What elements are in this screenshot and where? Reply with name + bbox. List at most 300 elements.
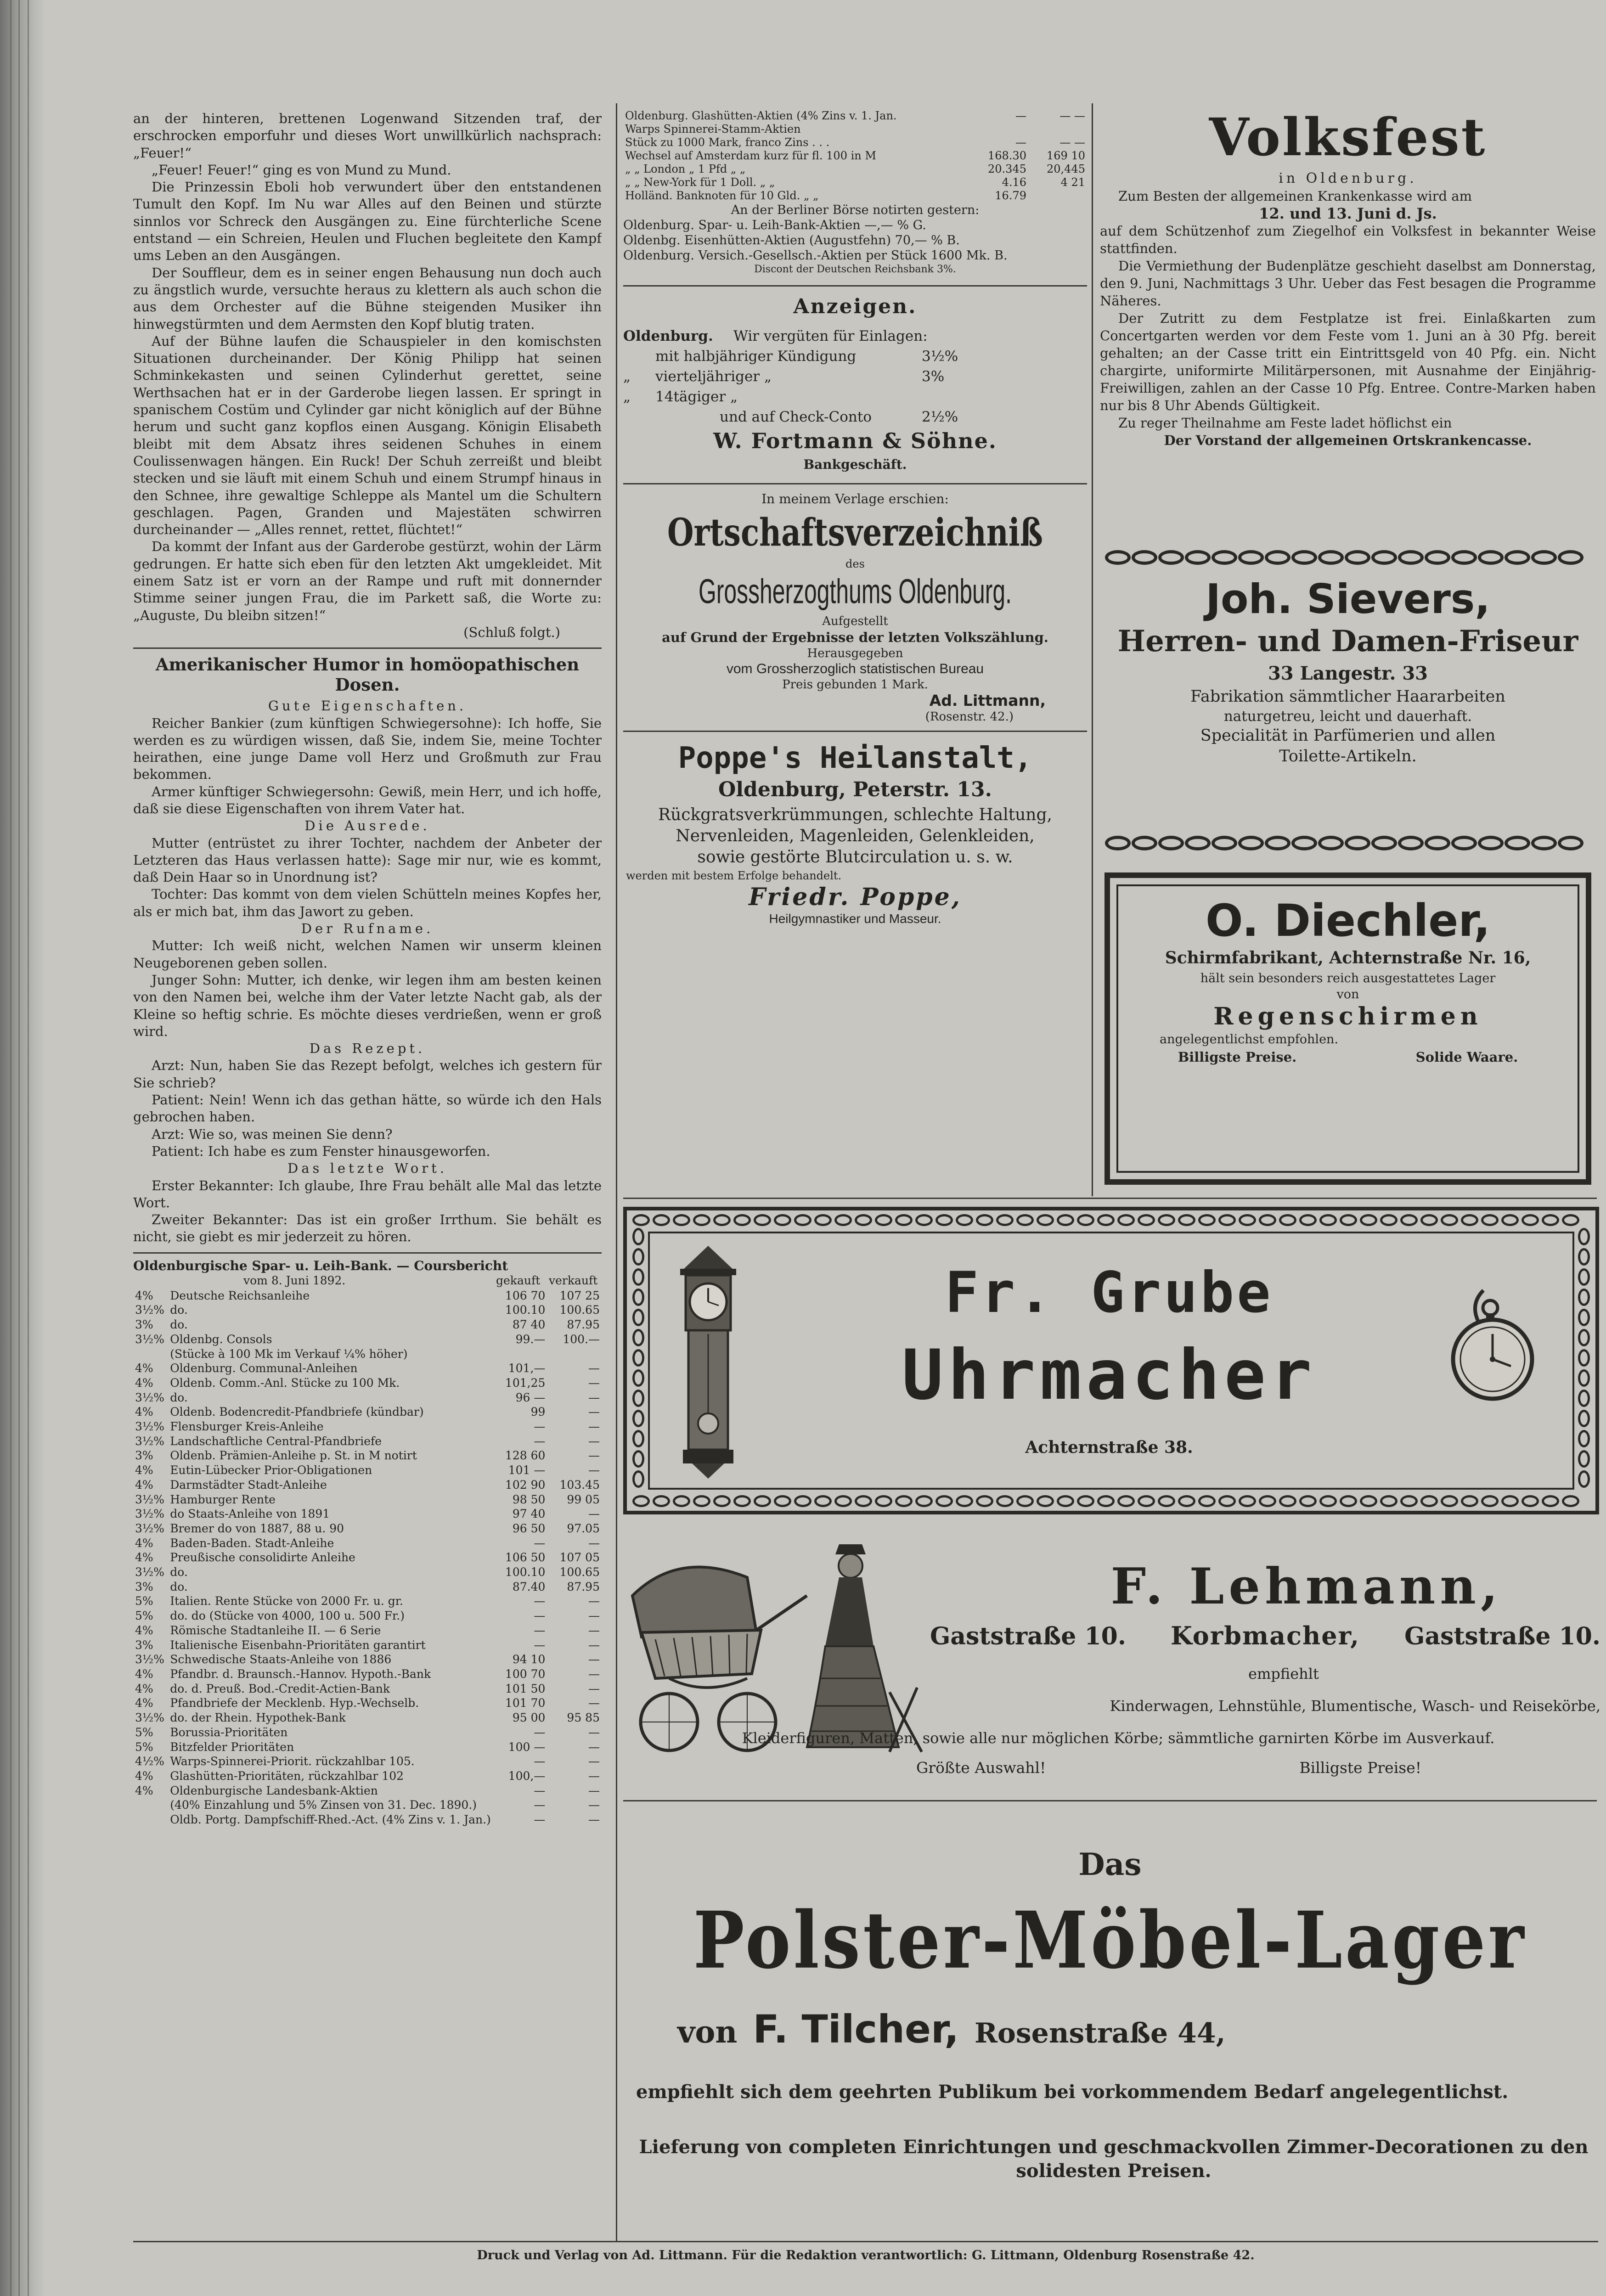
verlag-price: Preis gebunden 1 Mark. bbox=[782, 678, 928, 692]
ornament-ring bbox=[1178, 1495, 1195, 1507]
ornament-ring bbox=[1319, 1214, 1337, 1226]
volksfest-paragraph: Der Zutritt zu dem Festplatze ist frei. Einlaßkarten zum Concertgarten werden vor dem Feste vom 1. Juni an à 30 Pfg. bereit gehalten; an der Casse tritt ein Eintrittsgeld von 40 Pfg. ein. Nicht chargirte, uniformirte Militärpersonen, mit Ausnahme der Einjährig-Freiwilligen, zahlen an der Casse 10 Pfg. Entree. Contre-Marken haben nur bis 8 Uhr Abends Gültigkeit. bbox=[1100, 310, 1596, 413]
bought-cell: 87 40 bbox=[512, 1318, 546, 1332]
table-row bbox=[623, 163, 1087, 176]
verlag-hg1: Herausgegeben bbox=[807, 647, 903, 660]
security-name-cell: „ „ New-York für 1 Doll. „ „ bbox=[625, 176, 775, 189]
ornament-ring bbox=[814, 1495, 832, 1507]
security-name-cell: Pfandbriefe der Mecklenb. Hyp.-Wechselb. bbox=[170, 1696, 419, 1710]
rate-cell: 4% bbox=[135, 1289, 153, 1302]
sold-cell: — bbox=[588, 1449, 600, 1463]
volksfest-date: 12. und 13. Juni d. Js. bbox=[1259, 205, 1437, 222]
security-name-cell: do. bbox=[170, 1580, 188, 1593]
rate-cell: 4% bbox=[135, 1536, 153, 1550]
ornament-ring bbox=[632, 1228, 644, 1245]
ornament-ring bbox=[1461, 1495, 1478, 1507]
security-name-cell: Wechsel auf Amsterdam kurz für fl. 100 in M bbox=[625, 149, 876, 162]
bought-cell: 97 40 bbox=[512, 1507, 546, 1521]
volksfest-title: Volksfest bbox=[1209, 107, 1487, 168]
table-row bbox=[133, 1667, 602, 1682]
rate-cell: 3% bbox=[135, 1318, 153, 1332]
table-row bbox=[133, 1332, 602, 1347]
security-name-cell: Darmstädter Stadt-Anleihe bbox=[170, 1478, 327, 1491]
sold-cell: 100.65 bbox=[559, 1565, 600, 1579]
ornament-ring bbox=[1578, 1248, 1590, 1266]
ornament-ring bbox=[1318, 550, 1344, 565]
table-row bbox=[133, 1434, 602, 1449]
ornament-ring bbox=[1531, 550, 1557, 565]
poppe-line: Nervenleiden, Magenleiden, Gelenkleiden, bbox=[676, 827, 1035, 845]
sold-cell bbox=[547, 1347, 602, 1362]
sold-cell: — bbox=[588, 1420, 600, 1434]
ornament-ring bbox=[1380, 1495, 1398, 1507]
ornament-ring bbox=[895, 1214, 913, 1226]
bought-cell: — bbox=[534, 1755, 546, 1768]
ornament-ring bbox=[754, 1495, 771, 1507]
diechler-line: von bbox=[1336, 987, 1359, 1002]
rate-cell bbox=[133, 1347, 168, 1362]
sold-cell: 99 05 bbox=[567, 1492, 600, 1506]
lehmann-trade: Korbmacher, bbox=[1171, 1621, 1360, 1650]
bought-cell: 101 50 bbox=[505, 1682, 546, 1695]
table-row bbox=[133, 1609, 602, 1623]
diechler-line: angelegentlichst empfohlen. bbox=[1160, 1032, 1339, 1047]
ornament-ring bbox=[1558, 550, 1583, 565]
poppe-line: Rückgratsverkrümmungen, schlechte Haltung, bbox=[658, 805, 1052, 824]
bought-cell: 96 — bbox=[515, 1390, 546, 1404]
ornament-ring bbox=[814, 1214, 832, 1226]
fortmann-mark: „ bbox=[623, 388, 631, 405]
sold-cell: — bbox=[588, 1536, 600, 1550]
polster-das: Das bbox=[1078, 1846, 1142, 1882]
berlin-row: Oldenburg. Versich.-Gesellsch.-Aktien per Stück 1600 Mk. B. bbox=[623, 248, 1008, 263]
table-row bbox=[133, 1740, 602, 1755]
story-paragraph: Der Souffleur, dem es in seiner engen Behausung nun doch auch zu ängstlich wurde, versuchte heraus zu klettern als auch schon die aus dem Orchester auf die Bühne steigenden Musiker ihn hinwegstürmten und dem Aermsten den Kopf blutig traten. bbox=[133, 264, 602, 332]
sievers-address: 33 Langestr. 33 bbox=[1268, 663, 1428, 684]
fortmann-line: vierteljähriger „ bbox=[655, 368, 772, 385]
security-name-cell: Glashütten-Prioritäten, rückzahlbar 102 bbox=[170, 1769, 404, 1783]
ornament-ring bbox=[915, 1214, 933, 1226]
security-name-cell: do. bbox=[170, 1390, 188, 1404]
ornament-ring bbox=[1371, 836, 1397, 850]
ornament-ring bbox=[855, 1495, 872, 1507]
poppe-city: Oldenburg, Peterstr. 13. bbox=[718, 778, 992, 801]
ornament-ring bbox=[1319, 1495, 1337, 1507]
table-row bbox=[133, 1289, 602, 1303]
column-3 bbox=[1100, 106, 1596, 1199]
diechler-solid: Solide Waare. bbox=[1415, 1049, 1518, 1065]
bought-cell: — bbox=[534, 1594, 546, 1608]
table-row bbox=[133, 1507, 602, 1521]
bought-cell: — bbox=[534, 1725, 546, 1739]
sold-cell: — bbox=[588, 1507, 600, 1521]
rate-cell: 4% bbox=[135, 1769, 153, 1783]
bought-cell: 95 00 bbox=[512, 1711, 546, 1725]
fortmann-city: Oldenburg. bbox=[623, 328, 713, 344]
lehmann-line: Kleiderfiguren, Matten, sowie alle nur möglichen Körbe; sämmtliche garnirten Körbe im Ausverkauf. bbox=[742, 1729, 1495, 1747]
ornament-ring bbox=[1578, 1369, 1590, 1387]
ornament-ring bbox=[1185, 836, 1211, 850]
ornament-ring bbox=[673, 1495, 690, 1507]
volksfest-paragraph: Zu reger Theilnahme am Feste ladet höflichst ein bbox=[1118, 415, 1452, 431]
bank-col-bought: gekauft bbox=[496, 1273, 541, 1287]
verlag-intro: In meinem Verlage erschien: bbox=[761, 491, 949, 506]
security-name-cell: do. do (Stücke von 4000, 100 u. 500 Fr.) bbox=[170, 1609, 405, 1623]
section-rule bbox=[133, 1252, 602, 1254]
rate-cell: 3% bbox=[135, 1638, 153, 1652]
bought-cell: 4.16 bbox=[1002, 176, 1026, 189]
table-row bbox=[133, 1317, 602, 1332]
ornament-ring bbox=[1138, 1495, 1155, 1507]
security-name-cell: do Staats-Anleihe von 1891 bbox=[170, 1507, 330, 1521]
ornament-ring bbox=[1521, 1214, 1539, 1226]
bought-cell: 20.345 bbox=[988, 163, 1026, 175]
verlag-hg2: vom Grossherzoglich statistischen Bureau bbox=[726, 661, 984, 676]
ornament-ring bbox=[1398, 550, 1424, 565]
rate-cell bbox=[133, 1798, 168, 1812]
humor-heading: Das Rezept. bbox=[309, 1041, 426, 1057]
rate-cell: 3% bbox=[135, 1449, 153, 1463]
ornament-ring bbox=[1562, 1495, 1579, 1507]
rate-cell: 3½% bbox=[135, 1434, 164, 1448]
section-rule bbox=[623, 731, 1087, 732]
ornament-ring bbox=[632, 1450, 644, 1468]
humor-heading: Der Rufname. bbox=[301, 921, 434, 937]
humor-paragraph: Mutter (entrüstet zu ihrer Tochter, nachdem der Anbeter der Letzteren das Haus verlassen hatte): Sage mir nur, wie es kommt, daß Dein Haar so in Unordnung ist? bbox=[133, 835, 602, 885]
rate-cell: 3½% bbox=[135, 1565, 164, 1579]
security-name-cell: Baden-Baden. Stadt-Anleihe bbox=[170, 1536, 334, 1550]
humor-paragraph: Armer künftiger Schwiegersohn: Gewiß, mein Herr, und ich hoffe, daß sie diese Eigenschaften von ihrem Vater hat. bbox=[133, 783, 602, 816]
rate-cell: 4% bbox=[135, 1405, 153, 1419]
ornament-ring bbox=[1178, 1214, 1195, 1226]
ornament-ring bbox=[1542, 1495, 1559, 1507]
ornament-ring bbox=[996, 1214, 1014, 1226]
page-gutter bbox=[0, 0, 44, 2296]
bought-cell: 87.40 bbox=[512, 1580, 546, 1593]
sold-cell: — bbox=[588, 1362, 600, 1375]
table-row bbox=[133, 1376, 602, 1390]
table-row bbox=[133, 1638, 602, 1653]
fortmann-line: 14tägiger „ bbox=[655, 388, 738, 405]
ornament-ring bbox=[1259, 1495, 1276, 1507]
ornament-ring bbox=[996, 1495, 1014, 1507]
volksfest-text bbox=[1100, 187, 1596, 449]
humor-heading: Die Ausrede. bbox=[304, 818, 430, 834]
ornament-ring bbox=[1562, 1214, 1579, 1226]
humor-paragraph: Junger Sohn: Mutter, ich denke, wir legen ihm am besten keinen von den Namen bei, welche ihm der Vater letzte Nacht gab, als der Kleine so heftig schrie. Es möchte dieses verdrießen, wenn er groß wird. bbox=[133, 972, 602, 1039]
humor-paragraph: Tochter: Das kommt von dem vielen Schütteln meines Kopfes her, als er mich bat, ihm das Jawort zu geben. bbox=[133, 886, 602, 919]
ornament-ring bbox=[1578, 1349, 1590, 1367]
security-name-cell: (Stücke à 100 Mk im Verkauf ¼% höher) bbox=[170, 1347, 408, 1361]
rate-cell: 4% bbox=[135, 1478, 153, 1491]
ornament-ring bbox=[1578, 1309, 1590, 1326]
ornament-ring bbox=[1521, 1495, 1539, 1507]
ornament-ring bbox=[1265, 836, 1290, 850]
bought-cell: 101 70 bbox=[505, 1696, 546, 1710]
table-row bbox=[133, 1652, 602, 1667]
rate-cell: 3½% bbox=[135, 1332, 164, 1346]
table-row bbox=[133, 1521, 602, 1536]
gutter-line bbox=[28, 0, 29, 2296]
ornament-ring bbox=[1558, 836, 1583, 850]
bought-cell: 102 90 bbox=[505, 1478, 546, 1491]
table-row bbox=[133, 1812, 602, 1827]
rate-cell: 3½% bbox=[135, 1420, 164, 1434]
bought-cell: — bbox=[534, 1434, 546, 1448]
ornament-ring bbox=[1501, 1214, 1519, 1226]
bought-cell: — bbox=[534, 1609, 546, 1623]
ornament-ring bbox=[956, 1214, 973, 1226]
security-name-cell: Bremer do von 1887, 88 u. 90 bbox=[170, 1521, 344, 1535]
bank-report-date: vom 8. Juni 1892. bbox=[243, 1273, 346, 1287]
table-row bbox=[623, 189, 1087, 203]
ornament-ring bbox=[976, 1495, 993, 1507]
sievers-line: Toilette-Artikeln. bbox=[1279, 747, 1417, 765]
diechler-name: O. Diechler, bbox=[1205, 895, 1491, 946]
sold-cell: 95 85 bbox=[567, 1711, 600, 1725]
ornament-ring bbox=[1238, 550, 1264, 565]
anzeigen-heading: Anzeigen. bbox=[793, 295, 917, 318]
ornament-ring bbox=[976, 1214, 993, 1226]
sievers-trade: Herren- und Damen-Friseur bbox=[1117, 624, 1578, 658]
ornament-ring bbox=[834, 1214, 852, 1226]
ornament-ring bbox=[875, 1214, 892, 1226]
column-rule bbox=[1092, 103, 1093, 1196]
poppe-line: sowie gestörte Blutcirculation u. s. w. bbox=[697, 848, 1013, 867]
table-row bbox=[623, 176, 1087, 189]
security-name-cell: do. bbox=[170, 1318, 188, 1332]
sold-cell: — bbox=[588, 1638, 600, 1652]
poppe-name: Friedr. Poppe, bbox=[749, 883, 962, 911]
bought-cell bbox=[969, 123, 1028, 136]
ornament-ring bbox=[1578, 1289, 1590, 1306]
ornament-ring bbox=[1481, 1495, 1499, 1507]
ornament-ring bbox=[632, 1495, 650, 1507]
bought-cell: 128 60 bbox=[505, 1449, 546, 1463]
ornament-ring bbox=[1578, 1450, 1590, 1468]
story-paragraph: an der hinteren, brettenen Logenwand Sitzenden traf, der erschrocken emporfuhr und dieses Wort unwillkürlich nachsprach: „Feuer!“ bbox=[133, 111, 602, 161]
ornament-ring bbox=[1259, 1214, 1276, 1226]
diechler-line: hält sein besonders reich ausgestattetes Lager bbox=[1200, 971, 1496, 985]
bank-report-title: Oldenburgische Spar- u. Leih-Bank. — Coursbericht bbox=[133, 1258, 508, 1273]
bought-cell: 100,— bbox=[508, 1769, 546, 1783]
sold-cell: — — bbox=[1059, 136, 1085, 149]
bought-cell: — bbox=[534, 1623, 546, 1637]
security-name-cell: Oldenburg. Glashütten-Aktien (4% Zins v. 1. Jan. bbox=[625, 109, 897, 122]
polster-line: Lieferung von completen Einrichtungen und geschmackvollen Zimmer-Decorationen zu den solidesten Preisen. bbox=[639, 2136, 1589, 2182]
bank-report-table bbox=[133, 1289, 602, 1827]
rate-cell: 3½% bbox=[135, 1653, 164, 1666]
sold-cell: — bbox=[588, 1463, 600, 1477]
ornament-ring bbox=[1578, 1470, 1590, 1488]
ornament-ring bbox=[632, 1430, 644, 1447]
security-name-cell: do. d. Preuß. Bod.-Credit-Actien-Bank bbox=[170, 1682, 390, 1695]
security-name-cell: Italien. Rente Stücke von 2000 Fr. u. gr. bbox=[170, 1594, 403, 1608]
security-name-cell: Oldenburg. Communal-Anleihen bbox=[170, 1362, 358, 1375]
rate-cell: 3½% bbox=[135, 1492, 164, 1506]
bought-cell: 99 bbox=[530, 1405, 546, 1419]
ornament-ring bbox=[1578, 1410, 1590, 1427]
ornament-ring bbox=[1077, 1495, 1094, 1507]
verlag-title: Ortschaftsverzeichniß bbox=[667, 510, 1043, 555]
humor-paragraph: Arzt: Nun, haben Sie das Rezept befolgt, welches ich gestern für Sie schrieb? bbox=[133, 1058, 602, 1091]
table-row bbox=[133, 1536, 602, 1551]
ornament-ring bbox=[1057, 1214, 1074, 1226]
sold-cell: 87.95 bbox=[567, 1318, 600, 1332]
ornament-ring bbox=[632, 1214, 650, 1226]
ornament-ring bbox=[1097, 1214, 1115, 1226]
pendulum-clock-icon bbox=[674, 1242, 743, 1481]
sold-cell: 169 10 bbox=[1047, 149, 1085, 162]
gutter-line bbox=[18, 0, 20, 2296]
ornament-ring bbox=[1016, 1495, 1034, 1507]
table-row bbox=[133, 1419, 602, 1434]
ornament-ring bbox=[1398, 836, 1424, 850]
humor-paragraph: Reicher Bankier (zum künftigen Schwiegersohne): Ich hoffe, Sie werden es zu würdigen wissen, daß Sie, indem Sie, meine Tochter heirathen, eine junge Dame voll Herz und Großmuth zur Frau bekommen. bbox=[133, 715, 602, 782]
lehmann-line: empfiehlt bbox=[1248, 1665, 1319, 1683]
polster-line: empfiehlt sich dem geehrten Publikum bei vorkommendem Bedarf angelegentlichst. bbox=[636, 2081, 1509, 2103]
ornament-ring bbox=[1037, 1495, 1054, 1507]
rate-cell: 4% bbox=[135, 1667, 153, 1681]
polster-name: F. Tilcher, bbox=[753, 2007, 959, 2052]
ornament-ring bbox=[1117, 1214, 1135, 1226]
security-name-cell: Hamburger Rente bbox=[170, 1492, 276, 1506]
ornament-ring bbox=[915, 1495, 933, 1507]
rate-cell: 4% bbox=[135, 1463, 153, 1477]
ornament-ring bbox=[956, 1495, 973, 1507]
rate-cell: 4% bbox=[135, 1551, 153, 1564]
bought-cell: 94 10 bbox=[512, 1653, 546, 1666]
humor-paragraph: Zweiter Bekannter: Das ist ein großer Irrthum. Sie behält es nicht, sie giebt es mir jederzeit zu hören. bbox=[133, 1212, 602, 1245]
ornament-ring bbox=[1238, 836, 1264, 850]
polster-owner-row bbox=[677, 2007, 1550, 2052]
ornament-ring bbox=[1478, 836, 1504, 850]
sold-cell: — bbox=[588, 1725, 600, 1739]
humor-heading: Gute Eigenschaften. bbox=[268, 698, 467, 714]
ornament-ring bbox=[1501, 1495, 1519, 1507]
sold-cell: — bbox=[588, 1740, 600, 1754]
rate-cell: 4% bbox=[135, 1362, 153, 1375]
ornament-ring bbox=[632, 1309, 644, 1326]
lehmann-price: Billigste Preise! bbox=[1299, 1759, 1421, 1777]
ornament-ring bbox=[754, 1214, 771, 1226]
humor-paragraph: Erster Bekannter: Ich glaube, Ihre Frau behält alle Mal das letzte Wort. bbox=[133, 1177, 602, 1210]
ornament-ring bbox=[1578, 1430, 1590, 1447]
table-row bbox=[133, 1711, 602, 1725]
ornament-ring bbox=[632, 1390, 644, 1407]
ornament-ring bbox=[794, 1495, 811, 1507]
bought-cell: — bbox=[534, 1813, 546, 1827]
bank-col-sold: verkauft bbox=[549, 1273, 598, 1287]
ornament-ring bbox=[1360, 1495, 1377, 1507]
bought-cell: — bbox=[1015, 136, 1026, 149]
fortmann-line: und auf Check-Conto bbox=[720, 409, 872, 425]
ornament-ring bbox=[632, 1289, 644, 1306]
ornament-ring bbox=[1105, 550, 1131, 565]
fortmann-mark bbox=[623, 407, 720, 427]
security-name-cell: Pfandbr. d. Braunsch.-Hannov. Hypoth.-Bank bbox=[170, 1667, 431, 1681]
discount-line: Discont der Deutschen Reichsbank 3%. bbox=[754, 264, 956, 275]
fortmann-name: W. Fortmann & Söhne. bbox=[713, 428, 997, 453]
sold-cell: — bbox=[588, 1769, 600, 1783]
berlin-row: Oldenburg. Spar- u. Leih-Bank-Aktien —,— % G. bbox=[623, 218, 926, 232]
section-rule bbox=[623, 285, 1087, 287]
ornament-border bbox=[1104, 550, 1591, 573]
bought-cell: — bbox=[534, 1420, 546, 1434]
sold-cell: — bbox=[588, 1405, 600, 1419]
ornament-ring bbox=[653, 1495, 670, 1507]
story-paragraph: Auf der Bühne laufen die Schauspieler in den komischsten Situationen durcheinander. Der König Philipp hat seinen Schminkekasten und seinen Cylinderhut gerettet, seine Werthsachen hat er in der Garderobe liegen lassen. Er springt in spanischem Costüm und Cylinder gar nicht königlich auf der Bühne herum und sucht ganz kopflos einen Ausgang. Königin Elisabeth bleibt mit dem Absatz ihres seidenen Schuhes in einem Coulissenwagen hängen. Ein Ruck! Der Schuh zerreißt und bleibt stecken und sie läuft mit einem Schuh und einem Strumpf hinaus in den Schnee, ihre gewaltige Schleppe als Mantel um die Schultern geschlagen. Pagen, Granden und Majestäten schwirren durcheinander — „Alles rennet, rettet, flüchtet!“ bbox=[133, 333, 602, 538]
sold-cell: — bbox=[588, 1594, 600, 1608]
volksfest-paragraph: auf dem Schützenhof zum Ziegelhof ein Volksfest in bekannter Weise stattfinden. bbox=[1100, 223, 1596, 256]
novel-continuation bbox=[133, 110, 602, 641]
table-row bbox=[133, 1784, 602, 1798]
table-row bbox=[133, 1303, 602, 1317]
sold-cell: 87.95 bbox=[567, 1580, 600, 1593]
security-name-cell: Warps Spinnerei-Stamm-Aktien bbox=[625, 123, 801, 135]
bought-cell: 101 — bbox=[508, 1463, 546, 1477]
section-rule bbox=[623, 483, 1087, 484]
ornament-ring bbox=[1239, 1214, 1256, 1226]
rate-cell: 5% bbox=[135, 1740, 153, 1754]
ornament-ring bbox=[1265, 550, 1290, 565]
ornament-ring bbox=[1239, 1495, 1256, 1507]
ornament-ring bbox=[1299, 1214, 1317, 1226]
security-name-cell: Oldenb. Bodencredit-Pfandbriefe (kündbar) bbox=[170, 1405, 424, 1419]
lehmann-name: F. Lehmann, bbox=[1110, 1558, 1503, 1615]
rate-cell: 4% bbox=[135, 1696, 153, 1710]
grube-address: Achternstraße 38. bbox=[1025, 1438, 1193, 1457]
ornament-ring bbox=[632, 1329, 644, 1346]
berlin-heading: An der Berliner Börse notirten gestern: bbox=[731, 203, 980, 217]
ornament-ring bbox=[1037, 1214, 1054, 1226]
table-row bbox=[133, 1463, 602, 1478]
sievers-line: Specialität in Parfümerien und allen bbox=[1200, 726, 1496, 745]
ornament-ring bbox=[1531, 836, 1557, 850]
ornament-ring bbox=[1441, 1214, 1458, 1226]
verlag-publisher: Ad. Littmann, bbox=[929, 692, 1046, 709]
bought-cell: 16.79 bbox=[995, 189, 1026, 202]
security-name-cell: Landschaftliche Central-Pfandbriefe bbox=[170, 1434, 382, 1448]
ornament-ring bbox=[1198, 1495, 1216, 1507]
security-name-cell: do. bbox=[170, 1303, 188, 1317]
security-name-cell: Oldenb. Prämien-Anleihe p. St. in M notirt bbox=[170, 1449, 417, 1463]
security-name-cell: Preußische consolidirte Anleihe bbox=[170, 1551, 355, 1564]
bought-cell: 100 70 bbox=[505, 1667, 546, 1681]
ornament-ring bbox=[1291, 550, 1317, 565]
story-end-note: (Schluß folgt.) bbox=[463, 624, 560, 640]
diechler-line: Schirmfabrikant, Achternstraße Nr. 16, bbox=[1165, 948, 1531, 968]
ornament-ring bbox=[834, 1495, 852, 1507]
section-rule bbox=[133, 647, 602, 649]
bought-cell: — bbox=[534, 1536, 546, 1550]
security-name-cell: „ „ London „ 1 Pfd „ „ bbox=[625, 163, 746, 175]
fortmann-rate: 2½% bbox=[922, 409, 958, 425]
sold-cell: — — bbox=[1059, 109, 1085, 122]
berlin-list bbox=[623, 218, 1087, 263]
ornament-ring bbox=[1481, 1214, 1499, 1226]
diechler-regenschirme: Regenschirmen bbox=[1213, 1002, 1482, 1030]
bought-cell: — bbox=[1015, 109, 1026, 122]
ornament-ring bbox=[1198, 1214, 1216, 1226]
ornament-ring bbox=[774, 1495, 791, 1507]
security-name-cell: Flensburger Kreis-Anleihe bbox=[170, 1420, 324, 1434]
sievers-line: naturgetreu, leicht und dauerhaft. bbox=[1223, 708, 1472, 725]
diechler-cheap: Billigste Preise. bbox=[1178, 1049, 1297, 1065]
bought-cell: — bbox=[534, 1798, 546, 1812]
table-row bbox=[133, 1390, 602, 1405]
rate-cell bbox=[133, 1812, 168, 1827]
